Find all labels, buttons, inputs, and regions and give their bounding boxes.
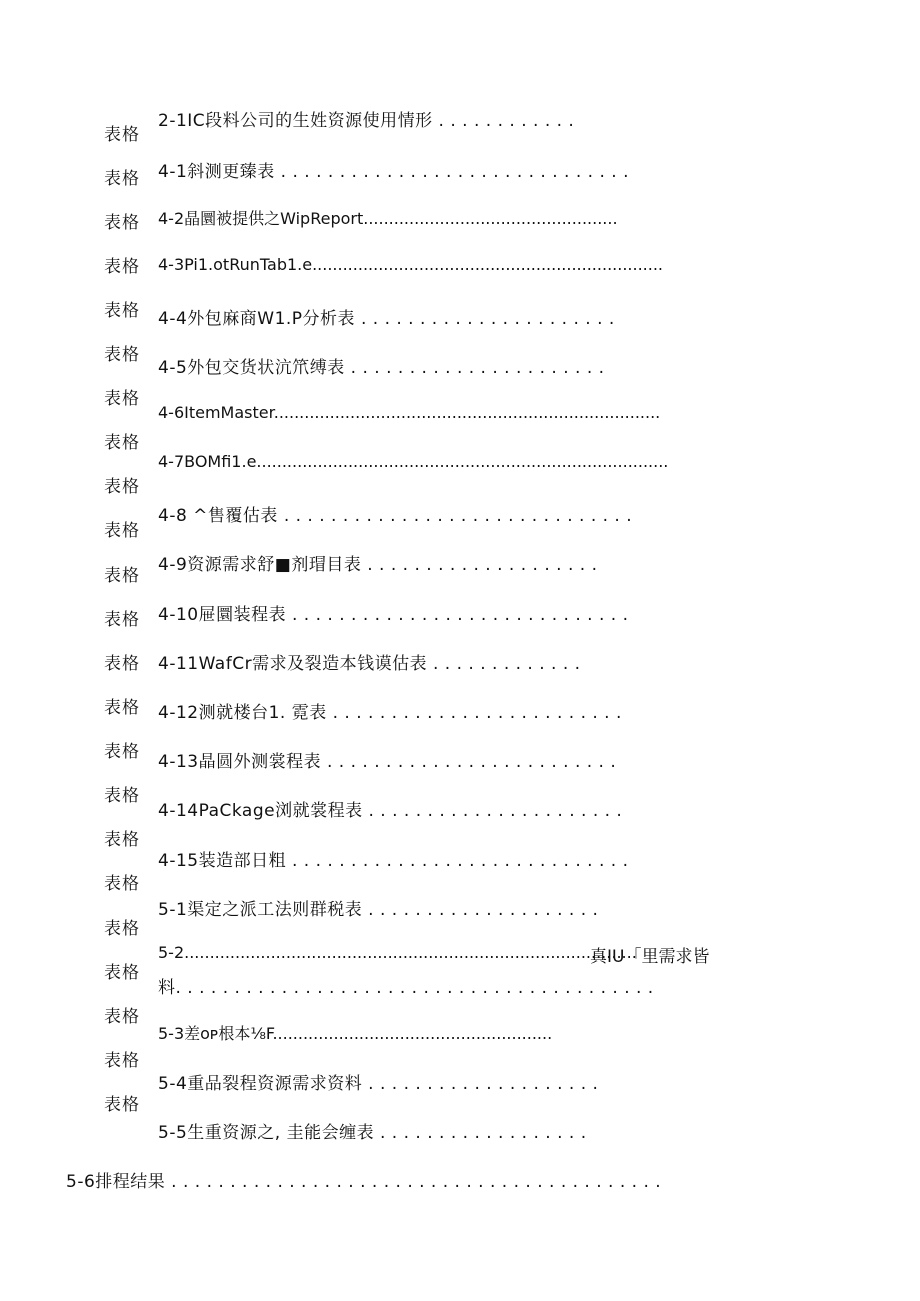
toc-entry[interactable]: 4-7BOMfi1.e................................................................................. xyxy=(158,452,669,471)
table-label: 表格 xyxy=(104,1007,140,1027)
toc-entry[interactable]: 4-3Pi1.otRunTab1.e..................................................................... xyxy=(158,255,664,274)
toc-entry[interactable]: 4-10屉圜装程表 . . . . . . . . . . . . . . . . . . . . . . . . . . . . . xyxy=(158,605,629,625)
table-label: 表格 xyxy=(104,654,140,674)
toc-entry[interactable]: 5-5生重资源之, 圭能会缠表 . . . . . . . . . . . . . . . . . . xyxy=(158,1123,587,1143)
toc-entry[interactable]: 4-6ItemMaster............................................................................ xyxy=(158,403,661,422)
toc-entry[interactable]: 4-1斜测更臻表 . . . . . . . . . . . . . . . . . . . . . . . . . . . . . . xyxy=(158,162,629,182)
toc-entry[interactable]: 4-12测就楼台1. 霓表 . . . . . . . . . . . . . . . . . . . . . . . . . xyxy=(158,703,622,723)
toc-entry[interactable]: 4-13晶圆外测裳程表 . . . . . . . . . . . . . . . . . . . . . . . . . xyxy=(158,752,617,772)
toc-entry-tail: 真IU「里需求皆 xyxy=(590,947,710,967)
toc-entry[interactable]: 4-9资源需求舒■剂瑁目表 . . . . . . . . . . . . . . . . . . . . xyxy=(158,555,598,575)
table-label: 表格 xyxy=(104,963,140,983)
table-label: 表格 xyxy=(104,301,140,321)
toc-entry[interactable]: 4-14PaCkage浏就裳程表 . . . . . . . . . . . . . . . . . . . . . . xyxy=(158,801,623,821)
table-label: 表格 xyxy=(104,786,140,806)
toc-entry[interactable]: 5-1渠定之派工法则群税表 . . . . . . . . . . . . . . . . . . . . xyxy=(158,900,599,920)
toc-entry[interactable]: 5-2......................................................................................... xyxy=(158,943,637,962)
toc-entry[interactable]: 5-4重品裂程资源需求资料 . . . . . . . . . . . . . . . . . . . . xyxy=(158,1074,599,1094)
table-label: 表格 xyxy=(104,257,140,277)
table-label: 表格 xyxy=(104,477,140,497)
table-label: 表格 xyxy=(104,125,140,145)
table-label: 表格 xyxy=(104,830,140,850)
toc-entry[interactable]: 2-1IC段料公司的生姓资源使用情形 . . . . . . . . . . . . xyxy=(158,111,575,131)
toc-entry[interactable]: 5-3差ᴏᴘ根本⅛F....................................................... xyxy=(158,1024,553,1043)
toc-entry[interactable]: 4-15装造部日粗 . . . . . . . . . . . . . . . . . . . . . . . . . . . . . xyxy=(158,851,629,871)
table-label: 表格 xyxy=(104,389,140,409)
table-label: 表格 xyxy=(104,1095,140,1115)
table-label: 表格 xyxy=(104,874,140,894)
table-label: 表格 xyxy=(104,698,140,718)
toc-entry[interactable]: 4-5外包交货状沆笊缚表 . . . . . . . . . . . . . . . . . . . . . . xyxy=(158,358,605,378)
toc-entry[interactable]: 4-11WafCr需求及裂造本钱谟估表 . . . . . . . . . . . . . xyxy=(158,654,581,674)
table-label: 表格 xyxy=(104,1051,140,1071)
table-label: 表格 xyxy=(104,742,140,762)
table-label: 表格 xyxy=(104,169,140,189)
table-label: 表格 xyxy=(104,919,140,939)
toc-entry-continued: 料. . . . . . . . . . . . . . . . . . . . . . . . . . . . . . . . . . . . . . . . . xyxy=(158,978,654,998)
table-label: 表格 xyxy=(104,521,140,541)
toc-entry[interactable]: 4-4外包麻商W1.P分析表 . . . . . . . . . . . . . . . . . . . . . . xyxy=(158,309,615,329)
toc-entry[interactable]: 4-8 ^售覆估表 . . . . . . . . . . . . . . . . . . . . . . . . . . . . . . xyxy=(158,506,633,526)
table-label: 表格 xyxy=(104,433,140,453)
table-label: 表格 xyxy=(104,213,140,233)
table-label: 表格 xyxy=(104,345,140,365)
table-label: 表格 xyxy=(104,566,140,586)
table-label: 表格 xyxy=(104,610,140,630)
toc-entry[interactable]: 4-2晶圜被提供之WipReport.................................................. xyxy=(158,209,618,228)
toc-entry[interactable]: 5-6排程结果 . . . . . . . . . . . . . . . . . . . . . . . . . . . . . . . . . . . . . . . . . . xyxy=(66,1172,662,1192)
